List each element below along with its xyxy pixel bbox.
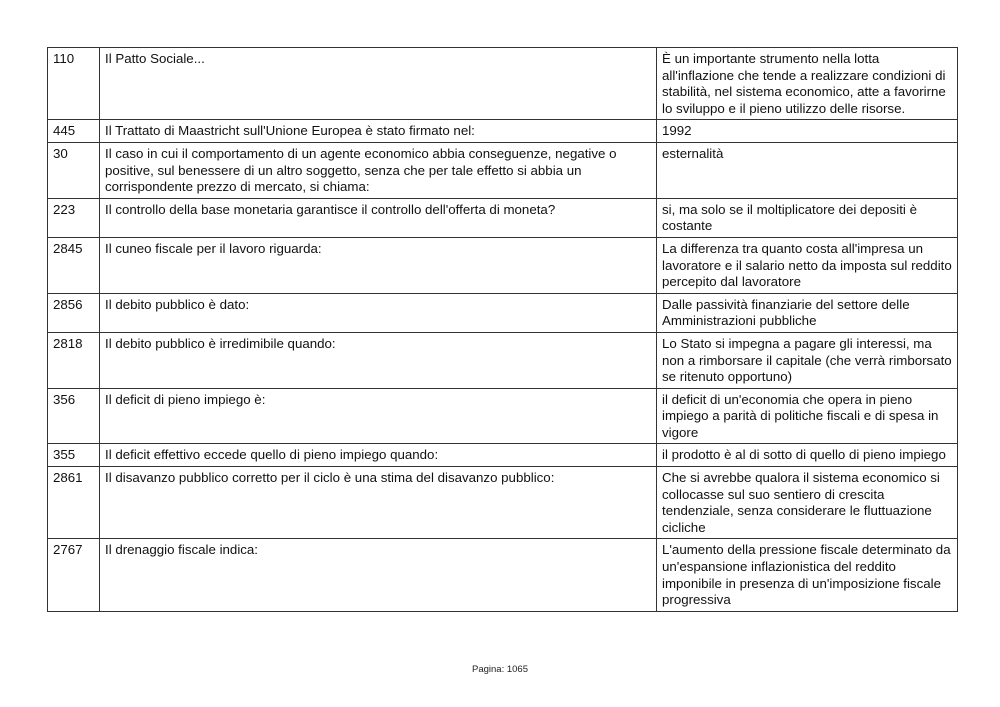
question-id: 2861 xyxy=(48,467,100,539)
question-id: 2845 xyxy=(48,237,100,293)
table-row xyxy=(48,293,958,332)
table-row xyxy=(48,48,958,120)
answer-text: il prodotto è al di sotto di quello di pieno impiego xyxy=(657,444,958,467)
answer-text: si, ma solo se il moltiplicatore dei depositi è costante xyxy=(657,198,958,237)
question-id: 2767 xyxy=(48,539,100,611)
question-id: 356 xyxy=(48,388,100,444)
question-text: Il debito pubblico è irredimibile quando: xyxy=(100,332,657,388)
answer-text: La differenza tra quanto costa all'impresa un lavoratore e il salario netto da imposta sul reddito percepito dal lavoratore xyxy=(657,237,958,293)
question-id: 445 xyxy=(48,120,100,143)
table-row xyxy=(48,120,958,143)
question-id: 2856 xyxy=(48,293,100,332)
answer-text: È un importante strumento nella lotta all'inflazione che tende a realizzare condizioni di stabilità, nel sistema economico, atte a favorirne lo sviluppo e il pieno utilizzo delle risorse. xyxy=(657,48,958,120)
table-row xyxy=(48,539,958,611)
question-text: Il debito pubblico è dato: xyxy=(100,293,657,332)
table-row xyxy=(48,142,958,198)
answer-text: Dalle passività finanziarie del settore delle Amministrazioni pubbliche xyxy=(657,293,958,332)
table-row xyxy=(48,467,958,539)
table-row xyxy=(48,332,958,388)
table-row xyxy=(48,388,958,444)
question-text: Il disavanzo pubblico corretto per il ciclo è una stima del disavanzo pubblico: xyxy=(100,467,657,539)
question-id: 355 xyxy=(48,444,100,467)
table-row xyxy=(48,237,958,293)
question-text: Il caso in cui il comportamento di un agente economico abbia conseguenze, negative o positive, sul benessere di un altro soggetto, senza che per tale effetto si abbia un corrispondente prezzo di mercato, si chiama: xyxy=(100,142,657,198)
question-id: 30 xyxy=(48,142,100,198)
answer-text: Lo Stato si impegna a pagare gli interessi, ma non a rimborsare il capitale (che verrà rimborsato se ritenuto opportuno) xyxy=(657,332,958,388)
answer-text: il deficit di un'economia che opera in pieno impiego a parità di politiche fiscali e di spesa in vigore xyxy=(657,388,958,444)
question-id: 2818 xyxy=(48,332,100,388)
table-row xyxy=(48,444,958,467)
question-text: Il Patto Sociale... xyxy=(100,48,657,120)
qa-table xyxy=(47,47,958,612)
question-text: Il deficit effettivo eccede quello di pieno impiego quando: xyxy=(100,444,657,467)
answer-text: L'aumento della pressione fiscale determinato da un'espansione inflazionistica del reddito imponibile in presenza di un'imposizione fiscale progressiva xyxy=(657,539,958,611)
question-id: 110 xyxy=(48,48,100,120)
answer-text: esternalità xyxy=(657,142,958,198)
question-text: Il Trattato di Maastricht sull'Unione Europea è stato firmato nel: xyxy=(100,120,657,143)
page-number: Pagina: 1065 xyxy=(472,664,528,675)
question-text: Il deficit di pieno impiego è: xyxy=(100,388,657,444)
answer-text: Che si avrebbe qualora il sistema economico si collocasse sul suo sentiero di crescita tendenziale, senza considerare le fluttuazione cicliche xyxy=(657,467,958,539)
table-row xyxy=(48,198,958,237)
question-text: Il controllo della base monetaria garantisce il controllo dell'offerta di moneta? xyxy=(100,198,657,237)
question-id: 223 xyxy=(48,198,100,237)
question-text: Il cuneo fiscale per il lavoro riguarda: xyxy=(100,237,657,293)
answer-text: 1992 xyxy=(657,120,958,143)
question-text: Il drenaggio fiscale indica: xyxy=(100,539,657,611)
